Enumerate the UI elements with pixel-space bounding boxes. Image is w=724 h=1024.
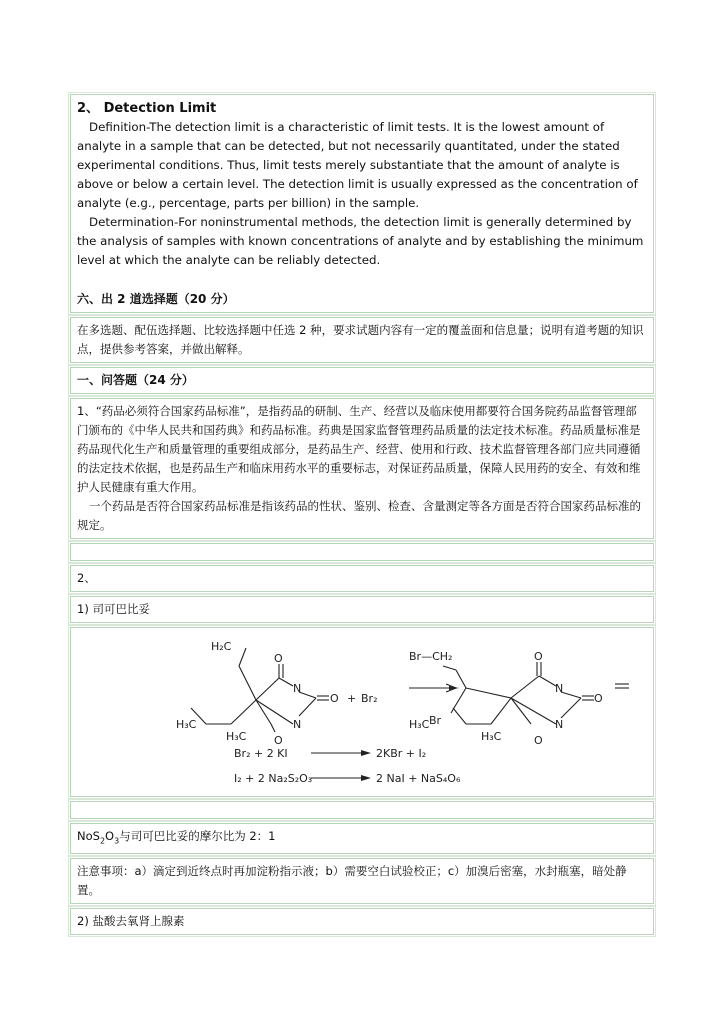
notes-text: 注意事项：a）滴定到近终点时再加淀粉指示液；b）需要空白试验校正；c）加溴后密塞，水封瓶塞，暗处静置。	[77, 864, 627, 898]
product-n-bottom: N	[555, 718, 564, 731]
product-br: Br	[429, 714, 442, 727]
qa-heading-cell	[70, 367, 654, 394]
item2-label: 2) 盐酸去氧肾上腺素	[77, 914, 185, 929]
item1-label: 1) 司可巴比妥	[77, 602, 150, 616]
reactant-o-right: O	[330, 692, 339, 705]
equation2-right: 2 NaI + NaS₄O₆	[376, 772, 461, 785]
equation1-right: 2KBr + I₂	[376, 747, 427, 760]
molar-ratio-text	[77, 827, 647, 850]
reactant-h2c: H₂C	[211, 640, 232, 653]
product-brch2: Br—CH₂	[409, 650, 453, 663]
q1-paragraph-2: 一个药品是否符合国家药品标准是指该药品的性状、鉴别、检查、含量测定等各方面是否符合国家药品标准的规定。	[77, 499, 641, 532]
molar-ratio-cell	[70, 823, 654, 854]
product-o-right: O	[594, 692, 603, 705]
definition-paragraph: Definition-The detection limit is a characteristic of limit tests. It is the lowest amount of analyte in a sample that can be detected, but not necessarily quantitated, under the stated experimental conditions. Thus, limit tests merely substantiate that the amount of analyte is above or below a certain level. The detection limit is usually expressed as the concentration of analyte (e.g., percentage, parts per billion) in the sample.	[77, 120, 638, 210]
product-h3c-left: H₃C	[409, 718, 430, 731]
reactant-o-top: O	[274, 652, 283, 665]
empty-row-2	[70, 801, 654, 819]
ratio-sub-2: 3	[114, 836, 120, 846]
reactant-n-bottom: N	[293, 718, 302, 731]
product-n-top: N	[555, 682, 564, 695]
section6-heading: 六、出 2 道选择题（20 分）	[77, 292, 235, 306]
ratio-post: 与司可巴比妥的摩尔比为 2：1	[119, 829, 276, 843]
ratio-pre: NoS	[77, 829, 100, 843]
item1-label-cell	[70, 596, 654, 623]
q2-label-cell	[70, 565, 654, 592]
product-h3c-mid: H₃C	[481, 730, 502, 743]
ratio-sub-1: 2	[99, 836, 106, 846]
detection-limit-cell	[70, 94, 654, 313]
q1-paragraph-1: 1、“药品必须符合国家药品标准”，是指药品的研制、生产、经营以及临床使用都要符合国务院药品监督管理部门颁布的《中华人民共和国药典》和药品标准。药典是国家监督管理药品质量的法定技术标准。药品质量标准是药品现代化生产和质量管理的重要组成部分，是药品生产、经营、使用和行政、技术监督管理各部门应共同遵循的法定技术依据，也是药品生产和临床用药水平的重要标志，对保证药品质量，保障人民用药的安全、有效和维护人民健康有重大作用。	[77, 404, 641, 494]
product-o-top: O	[534, 650, 543, 663]
item2-label-cell	[70, 908, 654, 935]
reactant-o-bottom: O	[274, 734, 283, 747]
bromine-reagent: Br₂	[361, 692, 378, 705]
equation1-left: Br₂ + 2 KI	[234, 747, 288, 760]
bromination-reaction-diagram	[71, 628, 651, 796]
reactant-h3c-mid: H₃C	[226, 730, 247, 743]
document	[70, 94, 654, 939]
empty-row	[70, 543, 654, 561]
section6-body-cell	[70, 317, 654, 363]
reactant-h3c-left: H₃C	[176, 718, 197, 731]
reaction-cell	[70, 627, 654, 797]
qa-heading: 一、问答题（24 分）	[77, 373, 194, 387]
ratio-mid: O	[105, 829, 115, 843]
determination-paragraph: Determination-For noninstrumental methods, the detection limit is generally determined by the analysis of samples with known concentrations of analyte and by establishing the minimum level at which the analyte can be reliably detected.	[77, 215, 644, 267]
notes-cell	[70, 858, 654, 904]
reactant-n-top: N	[293, 682, 302, 695]
q1-cell	[70, 398, 654, 539]
section6-body: 在多选题、配伍选择题、比较选择题中任选 2 种，要求试题内容有一定的覆盖面和信息量；说明有道考题的知识点，提供参考答案，并做出解释。	[77, 323, 644, 356]
product-o-bottom: O	[534, 734, 543, 747]
equation2-left: I₂ + 2 Na₂S₂O₃	[234, 772, 313, 785]
plus-sign: +	[347, 692, 357, 705]
q2-label: 2、	[77, 571, 96, 585]
detection-limit-heading: 2、 Detection Limit	[77, 101, 217, 116]
